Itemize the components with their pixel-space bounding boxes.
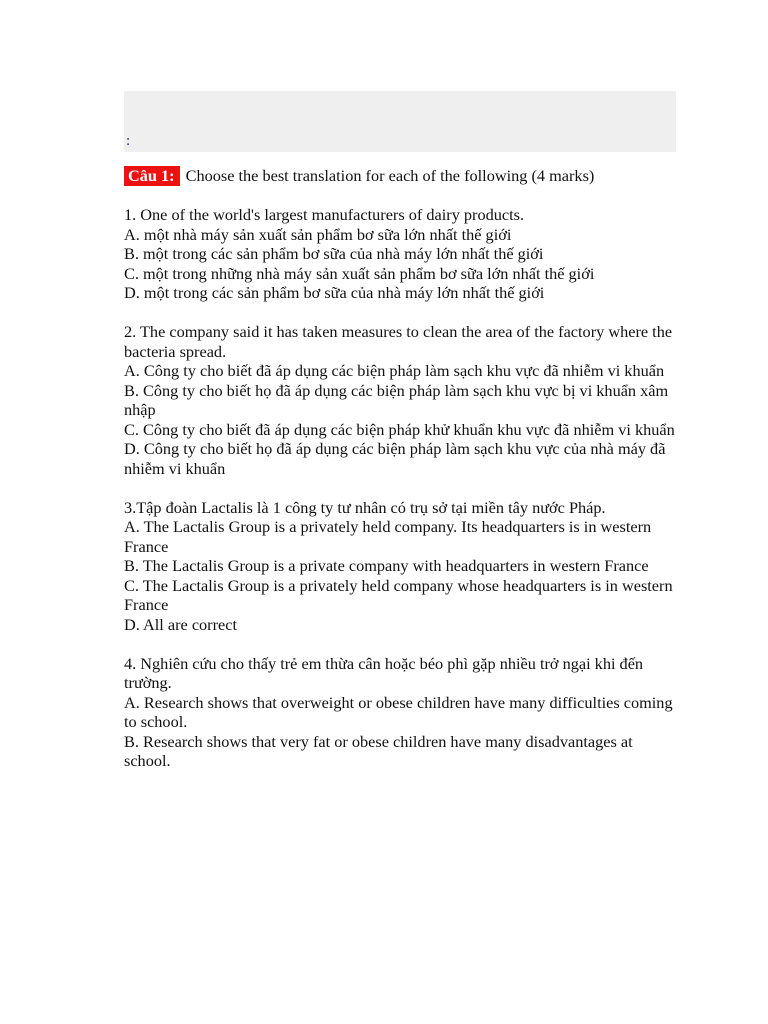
question-4	[124, 654, 680, 771]
answer-option-a: A. Research shows that overweight or obese children have many difficulties coming to school.	[124, 692, 673, 731]
question-2	[124, 322, 680, 478]
answer-option-c: C. một trong những nhà máy sản xuất sản phẩm bơ sữa lớn nhất thế giới	[124, 263, 595, 283]
question-prompt: 1. One of the world's largest manufacturers of dairy products.	[124, 205, 525, 224]
header-colon: :	[126, 133, 131, 149]
question-number-badge: Câu 1:	[124, 166, 180, 186]
answer-option-b: B. The Lactalis Group is a private company with headquarters in western France	[124, 556, 649, 575]
answer-option-d: D. Công ty cho biết họ đã áp dụng các biện pháp làm sạch khu vực của nhà máy đã nhiễm vi khuẩn	[124, 439, 666, 478]
answer-option-c: C. The Lactalis Group is a privately held company whose headquarters is in western France	[124, 575, 673, 614]
answer-option-b: B. một trong các sản phẩm bơ sữa của nhà máy lớn nhất thế giới	[124, 244, 544, 263]
section-heading	[124, 166, 680, 186]
answer-option-a: A. Công ty cho biết đã áp dụng các biện pháp làm sạch khu vực đã nhiễm vi khuẩn	[124, 361, 665, 380]
question-3	[124, 498, 680, 635]
document-header-band	[124, 91, 676, 152]
answer-option-a: A. một nhà máy sản xuất sản phẩm bơ sữa lớn nhất thế giới	[124, 224, 512, 244]
document-body	[124, 166, 680, 790]
answer-option-d: D. một trong các sản phẩm bơ sữa của nhà máy lớn nhất thế giới	[124, 283, 545, 302]
answer-option-b: B. Research shows that very fat or obese children have many disadvantages at school.	[124, 731, 633, 770]
question-prompt: 3.Tập đoàn Lactalis là 1 công ty tư nhân có trụ sở tại miền tây nước Pháp.	[124, 497, 606, 517]
answer-option-d: D. All are correct	[124, 614, 238, 634]
answer-option-a: A. The Lactalis Group is a privately held company. Its headquarters is in western France	[124, 517, 652, 556]
answer-option-c: C. Công ty cho biết đã áp dụng các biện pháp khử khuẩn khu vực đã nhiễm vi khuẩn	[124, 419, 675, 439]
answer-option-b: B. Công ty cho biết họ đã áp dụng các biện pháp làm sạch khu vực bị vi khuẩn xâm nhập	[124, 380, 669, 419]
section-instruction: Choose the best translation for each of the following (4 marks)	[185, 166, 595, 185]
question-prompt: 2. The company said it has taken measures to clean the area of the factory where the bacteria spread.	[124, 322, 673, 361]
question-prompt: 4. Nghiên cứu cho thấy trẻ em thừa cân hoặc béo phì gặp nhiều trở ngại khi đến trường.	[124, 653, 644, 692]
question-1	[124, 205, 680, 303]
